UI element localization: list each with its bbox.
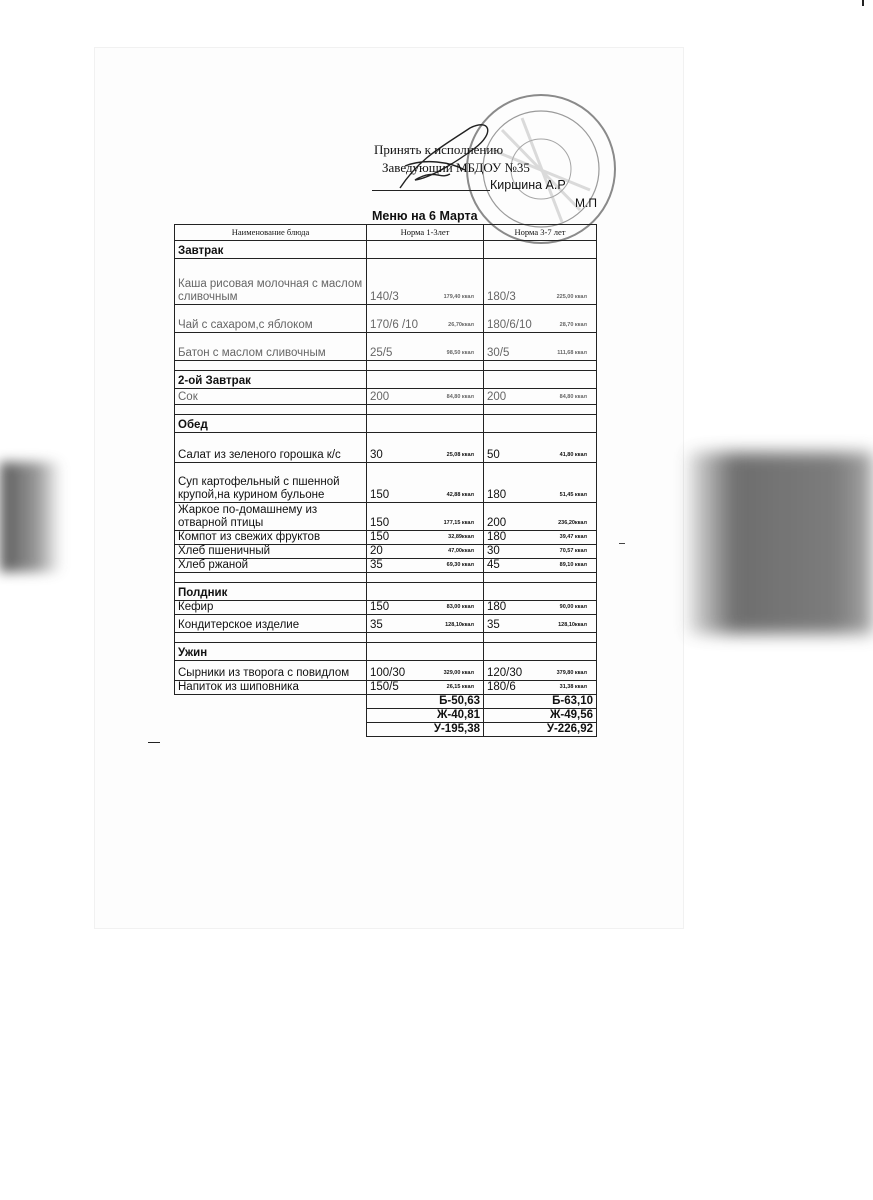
- portion: 180/6: [487, 681, 516, 693]
- calories: 70,57 ккал: [559, 548, 587, 554]
- section-row: [175, 643, 597, 661]
- calories: 128,10ккал: [445, 622, 474, 628]
- calories: 51,45 ккал: [559, 492, 587, 498]
- spacer-row: [175, 361, 597, 371]
- norm-cell: [484, 259, 597, 305]
- table-row: [175, 545, 597, 559]
- section-title: Полдник: [175, 583, 367, 601]
- norm-cell-content: [370, 601, 480, 614]
- norm-cell: [367, 389, 484, 405]
- empty-cell: [484, 241, 597, 259]
- scan-mark: [862, 0, 864, 6]
- head-name: Киршина А.Р: [490, 178, 566, 192]
- calories: 26,70ккал: [448, 322, 474, 328]
- calories: 329,00 ккал: [443, 670, 474, 676]
- calories: 225,00 ккал: [556, 294, 587, 300]
- empty-cell: [484, 643, 597, 661]
- dish-name: Кондитерское изделие: [175, 615, 367, 633]
- total-value-1-3: Ж-40,81: [367, 709, 484, 723]
- dish-name: Кефир: [175, 601, 367, 615]
- calories: 98,50 ккал: [446, 350, 474, 356]
- table-row: [175, 259, 597, 305]
- calories: 31,38 ккал: [559, 684, 587, 690]
- norm-cell: [484, 545, 597, 559]
- norm-cell: [484, 681, 597, 695]
- calories: 128,10ккал: [558, 622, 587, 628]
- empty-cell: [175, 405, 367, 415]
- table-row: [175, 531, 597, 545]
- section-row: [175, 241, 597, 259]
- table-row: [175, 433, 597, 463]
- approval-line: Принять к исполнению: [374, 142, 504, 157]
- norm-cell-content: [370, 667, 480, 680]
- margin-dash: [148, 742, 160, 743]
- norm-cell: [367, 681, 484, 695]
- norm-cell-content: [487, 559, 593, 572]
- scan-smudge-left: [0, 462, 62, 572]
- empty-cell: [367, 633, 484, 643]
- column-header: Норма 3-7 лет: [484, 225, 597, 241]
- table-row: [175, 601, 597, 615]
- norm-cell: [367, 259, 484, 305]
- norm-cell: [367, 433, 484, 463]
- dish-name: Каша рисовая молочная с маслом сливочным: [175, 259, 367, 305]
- scan-smudge-right: [688, 452, 873, 634]
- norm-cell-content: [370, 619, 480, 632]
- empty-cell: [367, 361, 484, 371]
- menu-title: Меню на 6 Марта: [372, 209, 478, 223]
- table-row: [175, 661, 597, 681]
- section-row: [175, 583, 597, 601]
- dish-name: Компот из свежих фруктов: [175, 531, 367, 545]
- empty-cell: [484, 405, 597, 415]
- norm-cell-content: [487, 449, 593, 462]
- norm-cell-content: [487, 619, 593, 632]
- empty-cell: [175, 723, 367, 737]
- total-value-1-3: У-195,38: [367, 723, 484, 737]
- norm-cell: [367, 305, 484, 333]
- dish-name: Сырники из творога с повидлом: [175, 661, 367, 681]
- total-value-3-7: Ж-49,56: [484, 709, 597, 723]
- norm-cell: [367, 615, 484, 633]
- norm-cell-content: [370, 559, 480, 572]
- spacer-row: [175, 405, 597, 415]
- totals-row: [175, 723, 597, 737]
- totals-row: [175, 695, 597, 709]
- calories: 47,00ккал: [448, 548, 474, 554]
- portion: 180/3: [487, 291, 516, 303]
- column-header: Норма 1-3лет: [367, 225, 484, 241]
- empty-cell: [175, 573, 367, 583]
- portion: 150: [370, 531, 390, 543]
- norm-cell-content: [487, 291, 593, 304]
- calories: 26,15 ккал: [446, 684, 474, 690]
- norm-cell-content: [370, 489, 480, 502]
- portion: 180: [487, 601, 507, 613]
- dish-name: Напиток из шиповника: [175, 681, 367, 695]
- calories: 111,68 ккал: [557, 350, 587, 356]
- calories: 41,80 ккал: [559, 452, 587, 458]
- norm-cell-content: [370, 347, 480, 360]
- total-value-3-7: У-226,92: [484, 723, 597, 737]
- portion: 140/3: [370, 291, 399, 303]
- dish-name: Чай с сахаром,с яблоком: [175, 305, 367, 333]
- norm-cell-content: [370, 319, 480, 332]
- portion: 200: [370, 391, 390, 403]
- portion: 150: [370, 601, 390, 613]
- calories: 32,89ккал: [448, 534, 474, 540]
- table-row: [175, 305, 597, 333]
- norm-cell: [484, 333, 597, 361]
- calories: 83,00 ккал: [446, 604, 474, 610]
- norm-cell-content: [370, 449, 480, 462]
- norm-cell: [367, 601, 484, 615]
- norm-cell: [367, 661, 484, 681]
- dish-name: Хлеб ржаной: [175, 559, 367, 573]
- empty-cell: [367, 643, 484, 661]
- total-value-3-7: Б-63,10: [484, 695, 597, 709]
- norm-cell: [367, 503, 484, 531]
- calories: 69,30 ккал: [446, 562, 474, 568]
- portion: 20: [370, 545, 383, 557]
- table-row: [175, 389, 597, 405]
- empty-cell: [484, 361, 597, 371]
- norm-cell-content: [487, 545, 593, 558]
- portion: 35: [370, 619, 383, 631]
- portion: 35: [487, 619, 500, 631]
- table-row: [175, 463, 597, 503]
- empty-cell: [175, 361, 367, 371]
- table-row: [175, 615, 597, 633]
- table-row: [175, 681, 597, 695]
- norm-cell: [367, 531, 484, 545]
- portion: 180: [487, 531, 507, 543]
- norm-cell-content: [370, 531, 480, 544]
- norm-cell-content: [487, 601, 593, 614]
- approval-position: Заведующий МБДОУ №35: [382, 160, 530, 175]
- calories: 84,80 ккал: [559, 394, 587, 400]
- portion: 30/5: [487, 347, 510, 359]
- portion: 35: [370, 559, 383, 571]
- section-title: 2-ой Завтрак: [175, 371, 367, 389]
- portion: 30: [487, 545, 500, 557]
- portion: 170/6 /10: [370, 319, 418, 331]
- norm-cell: [367, 333, 484, 361]
- portion: 200: [487, 391, 507, 403]
- total-value-1-3: Б-50,63: [367, 695, 484, 709]
- norm-cell: [484, 389, 597, 405]
- norm-cell: [367, 545, 484, 559]
- norm-cell-content: [487, 489, 593, 502]
- empty-cell: [484, 583, 597, 601]
- calories: 28,70 ккал: [559, 322, 587, 328]
- margin-dash: [619, 543, 625, 544]
- calories: 89,10 ккал: [559, 562, 587, 568]
- empty-cell: [367, 405, 484, 415]
- calories: 90,00 ккал: [559, 604, 587, 610]
- menu-table: [174, 224, 597, 737]
- norm-cell-content: [370, 517, 480, 530]
- section-row: [175, 371, 597, 389]
- norm-cell: [484, 305, 597, 333]
- norm-cell: [484, 503, 597, 531]
- portion: 45: [487, 559, 500, 571]
- empty-cell: [484, 633, 597, 643]
- empty-cell: [484, 415, 597, 433]
- calories: 236,20ккал: [558, 520, 587, 526]
- calories: 84,80 ккал: [446, 394, 474, 400]
- section-title: Ужин: [175, 643, 367, 661]
- portion: 150: [370, 517, 390, 529]
- norm-cell-content: [487, 531, 593, 544]
- empty-cell: [367, 415, 484, 433]
- norm-cell: [484, 601, 597, 615]
- portion: 200: [487, 517, 507, 529]
- portion: 30: [370, 449, 383, 461]
- calories: 39,47 ккал: [559, 534, 587, 540]
- section-title: Обед: [175, 415, 367, 433]
- table-header-row: [175, 225, 597, 241]
- norm-cell-content: [370, 681, 480, 694]
- portion: 180: [487, 489, 507, 501]
- empty-cell: [484, 371, 597, 389]
- spacer-row: [175, 633, 597, 643]
- norm-cell-content: [487, 667, 593, 680]
- portion: 180/6/10: [487, 319, 532, 331]
- norm-cell-content: [370, 545, 480, 558]
- empty-cell: [175, 709, 367, 723]
- norm-cell-content: [370, 291, 480, 304]
- section-row: [175, 415, 597, 433]
- dish-name: Батон с маслом сливочным: [175, 333, 367, 361]
- dish-name: Салат из зеленого горошка к/с: [175, 433, 367, 463]
- stamp-place: М.П: [575, 196, 597, 210]
- calories: 42,88 ккал: [446, 492, 474, 498]
- norm-cell-content: [487, 347, 593, 360]
- norm-cell: [484, 661, 597, 681]
- dish-name: Суп картофельный с пшенной крупой,на курином бульоне: [175, 463, 367, 503]
- spacer-row: [175, 573, 597, 583]
- section-title: Завтрак: [175, 241, 367, 259]
- empty-cell: [175, 633, 367, 643]
- portion: 120/30: [487, 667, 523, 679]
- portion: 150/5: [370, 681, 399, 693]
- portion: 25/5: [370, 347, 393, 359]
- norm-cell-content: [487, 681, 593, 694]
- empty-cell: [367, 371, 484, 389]
- calories: 177,15 ккал: [443, 520, 474, 526]
- empty-cell: [484, 573, 597, 583]
- norm-cell-content: [487, 319, 593, 332]
- column-header: Наименование блюда: [175, 225, 367, 241]
- calories: 25,08 ккал: [446, 452, 474, 458]
- portion: 50: [487, 449, 500, 461]
- dish-name: Жаркое по-домашнему из отварной птицы: [175, 503, 367, 531]
- norm-cell: [484, 433, 597, 463]
- norm-cell-content: [487, 391, 593, 404]
- portion: 100/30: [370, 667, 406, 679]
- dish-name: Сок: [175, 389, 367, 405]
- calories: 379,80 ккал: [556, 670, 587, 676]
- dish-name: Хлеб пшеничный: [175, 545, 367, 559]
- empty-cell: [367, 241, 484, 259]
- calories: 179,40 ккал: [443, 294, 474, 300]
- signature-line: [372, 190, 490, 191]
- empty-cell: [367, 583, 484, 601]
- norm-cell: [484, 559, 597, 573]
- table-row: [175, 503, 597, 531]
- norm-cell: [367, 559, 484, 573]
- table-row: [175, 559, 597, 573]
- norm-cell: [484, 615, 597, 633]
- table-row: [175, 333, 597, 361]
- empty-cell: [367, 573, 484, 583]
- norm-cell-content: [487, 517, 593, 530]
- empty-cell: [175, 695, 367, 709]
- norm-cell-content: [370, 391, 480, 404]
- norm-cell: [367, 463, 484, 503]
- norm-cell: [484, 463, 597, 503]
- portion: 150: [370, 489, 390, 501]
- totals-row: [175, 709, 597, 723]
- norm-cell: [484, 531, 597, 545]
